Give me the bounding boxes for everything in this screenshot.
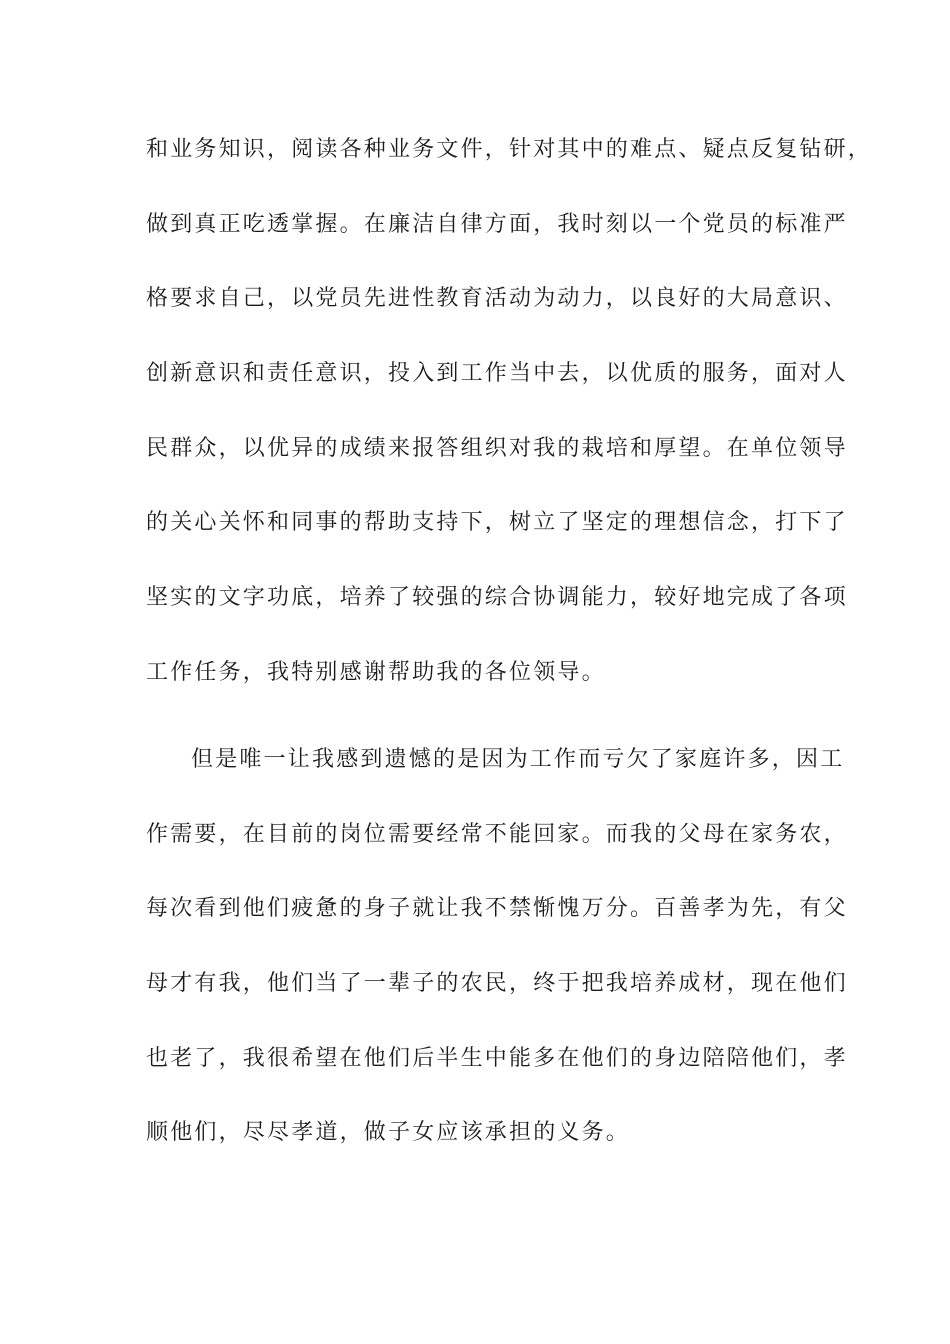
- text-line: 和业务知识，阅读各种业务文件，针对其中的难点、疑点反复钻研，: [146, 137, 873, 162]
- text-line: 创新意识和责任意识，投入到工作当中去，以优质的服务，面对人: [146, 361, 848, 386]
- text-line: 也老了，我很希望在他们后半生中能多在他们的身边陪陪他们，孝: [146, 1046, 848, 1071]
- text-line: 民群众，以优异的成绩来报答组织对我的栽培和厚望。在单位领导: [146, 436, 848, 461]
- paragraph-first-line: 但是唯一让我感到遗憾的是因为工作而亏欠了家庭许多，因工: [191, 747, 845, 772]
- text-line: 每次看到他们疲惫的身子就让我不禁惭愧万分。百善孝为先，有父: [146, 896, 848, 921]
- text-line: 作需要，在目前的岗位需要经常不能回家。而我的父母在家务农，: [146, 822, 848, 847]
- text-line: 工作任务，我特别感谢帮助我的各位领导。: [146, 660, 606, 685]
- text-line: 的关心关怀和同事的帮助支持下，树立了坚定的理想信念，打下了: [146, 510, 848, 535]
- text-line: 母才有我，他们当了一辈子的农民，终于把我培养成材，现在他们: [146, 971, 848, 996]
- text-line: 做到真正吃透掌握。在廉洁自律方面，我时刻以一个党员的标准严: [146, 212, 848, 237]
- text-line: 顺他们，尽尽孝道，做子女应该承担的义务。: [146, 1120, 631, 1145]
- text-line: 坚实的文字功底，培养了较强的综合协调能力，较好地完成了各项: [146, 585, 848, 610]
- text-line: 格要求自己，以党员先进性教育活动为动力，以良好的大局意识、: [146, 286, 848, 311]
